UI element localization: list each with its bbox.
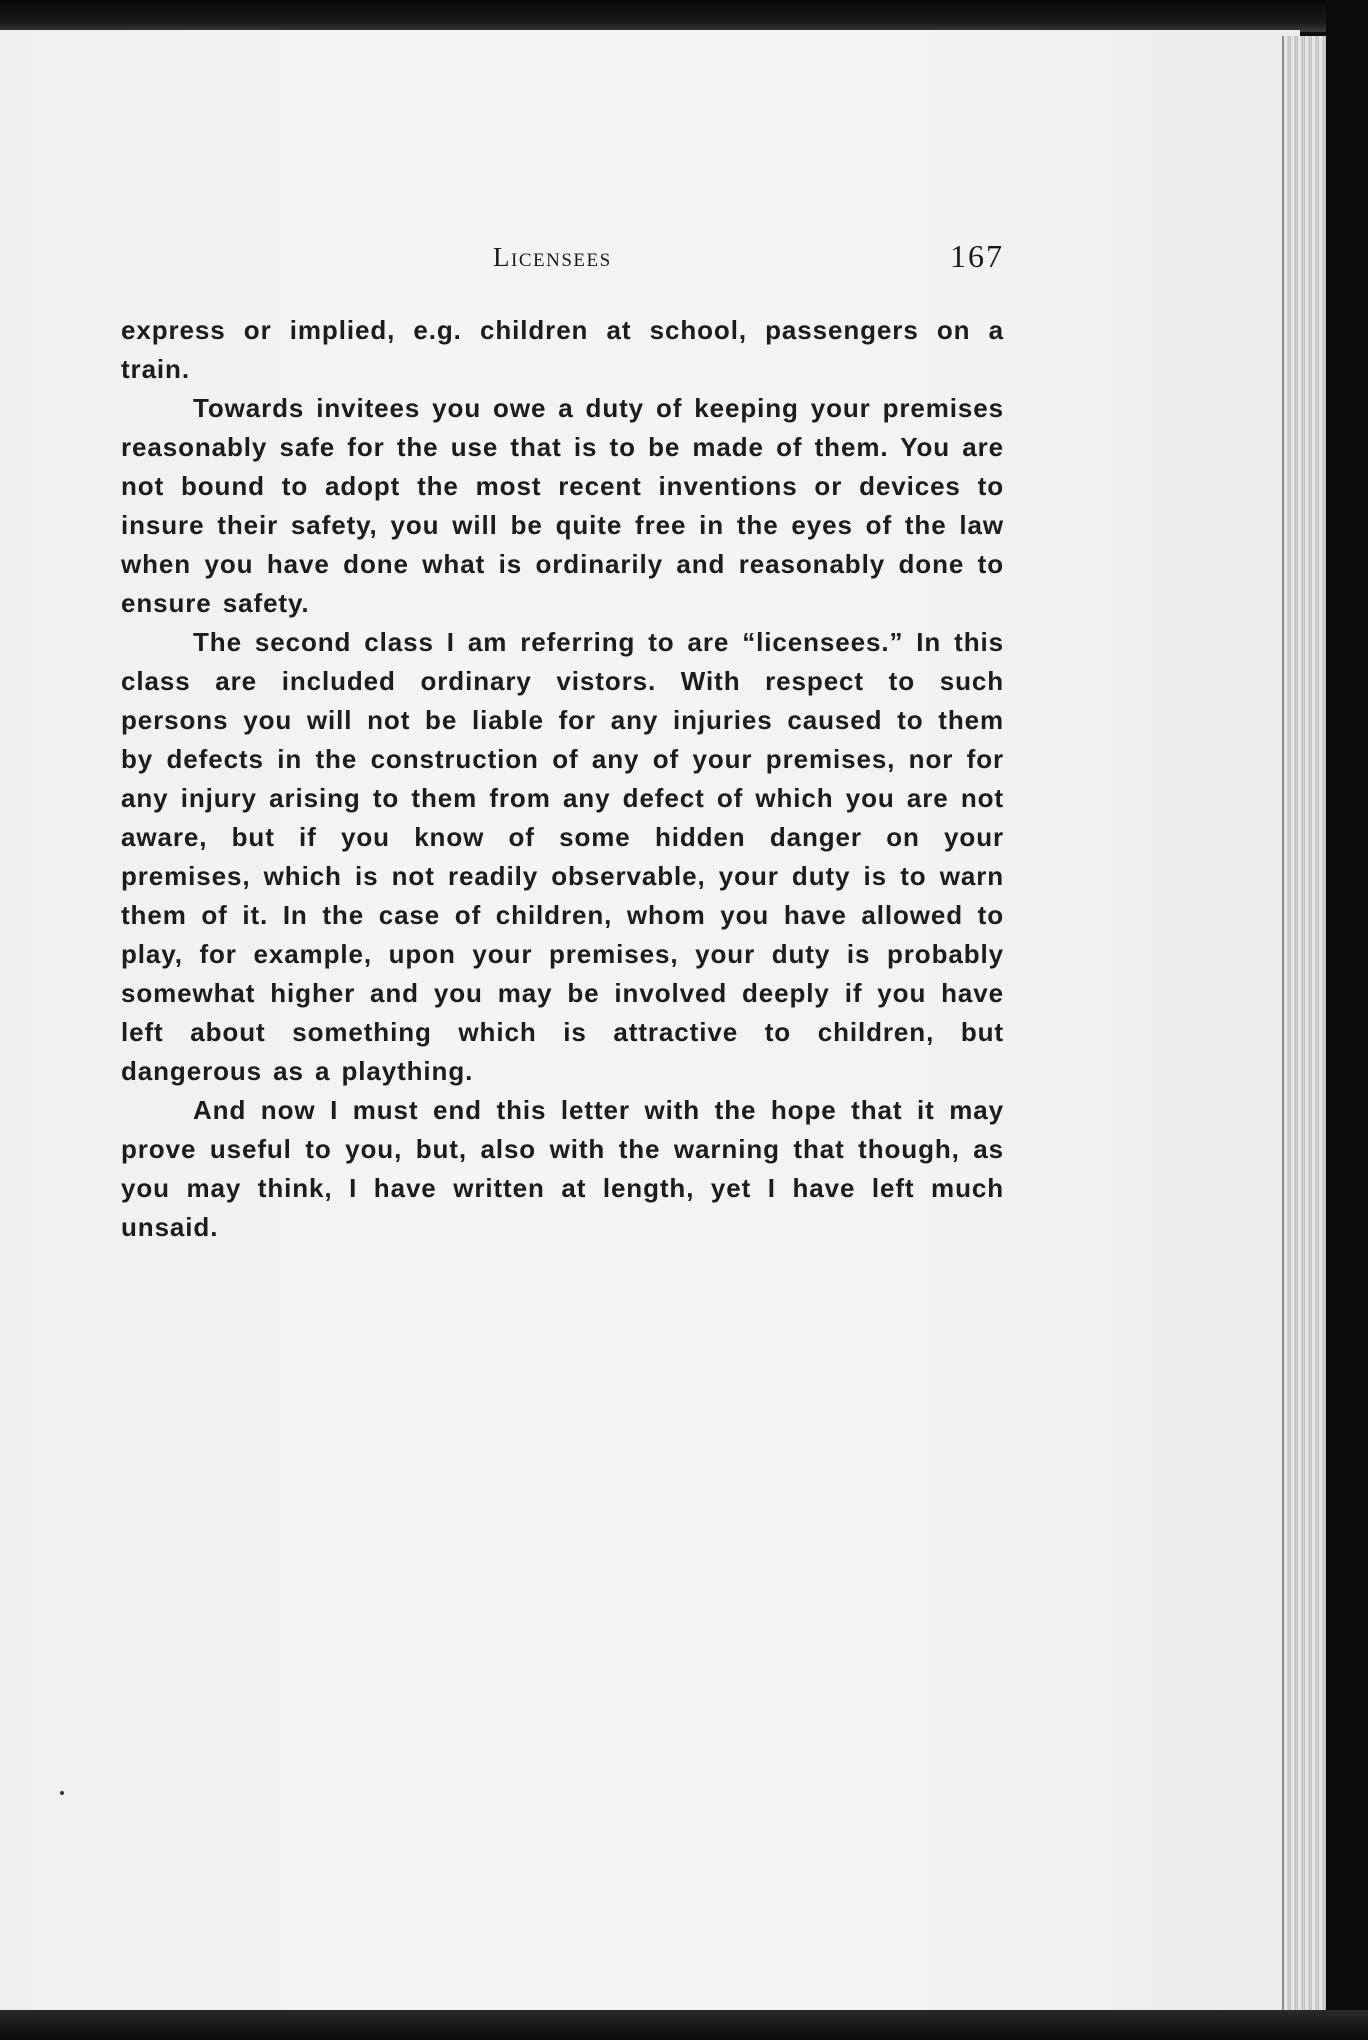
paragraph-continuation: express or implied, e.g. children at school, passengers on a train. <box>121 315 1004 384</box>
paragraph-licensees: The second class I am referring to are “licensees.” In this class are included ordinary vistors. With respect to such persons you will not be liable for any injuries caused to them by defects in the construction of any of your premises, nor for any injury arising to them from any defect of which you are not aware, but if you know of some hidden danger on your premises, which is not readily observable, your duty is to warn them of it. In the case of children, whom you have allowed to play, for example, upon your premises, your duty is probably somewhat higher and you may be involved deeply if you have left about something which is attractive to children, but dangerous as a plaything. <box>121 627 1004 1086</box>
scan-bottom-shadow <box>0 2010 1368 2040</box>
scan-top-shadow <box>0 0 1368 32</box>
page-number: 167 <box>950 238 1004 274</box>
paragraph-closing: And now I must end this letter with the hope that it may prove useful to you, but, also with the warning that though, as you may think, I have written at length, yet I have left much unsaid. <box>121 1095 1004 1242</box>
page-stack-edges <box>1282 36 1328 2026</box>
body-text <box>121 311 1004 1247</box>
paragraph-invitees: Towards invitees you owe a duty of keeping your premises reasonably safe for the use that is to be made of them. You are not bound to adopt the most recent inventions or devices to insure their safety, you will be quite free in the eyes of the law when you have done what is ordinarily and reasonably done to ensure safety. <box>121 393 1004 618</box>
scan-speck <box>60 1791 64 1795</box>
scan-right-border <box>1326 0 1368 2040</box>
running-head: Licensees <box>493 242 612 272</box>
page-header <box>121 238 1004 286</box>
